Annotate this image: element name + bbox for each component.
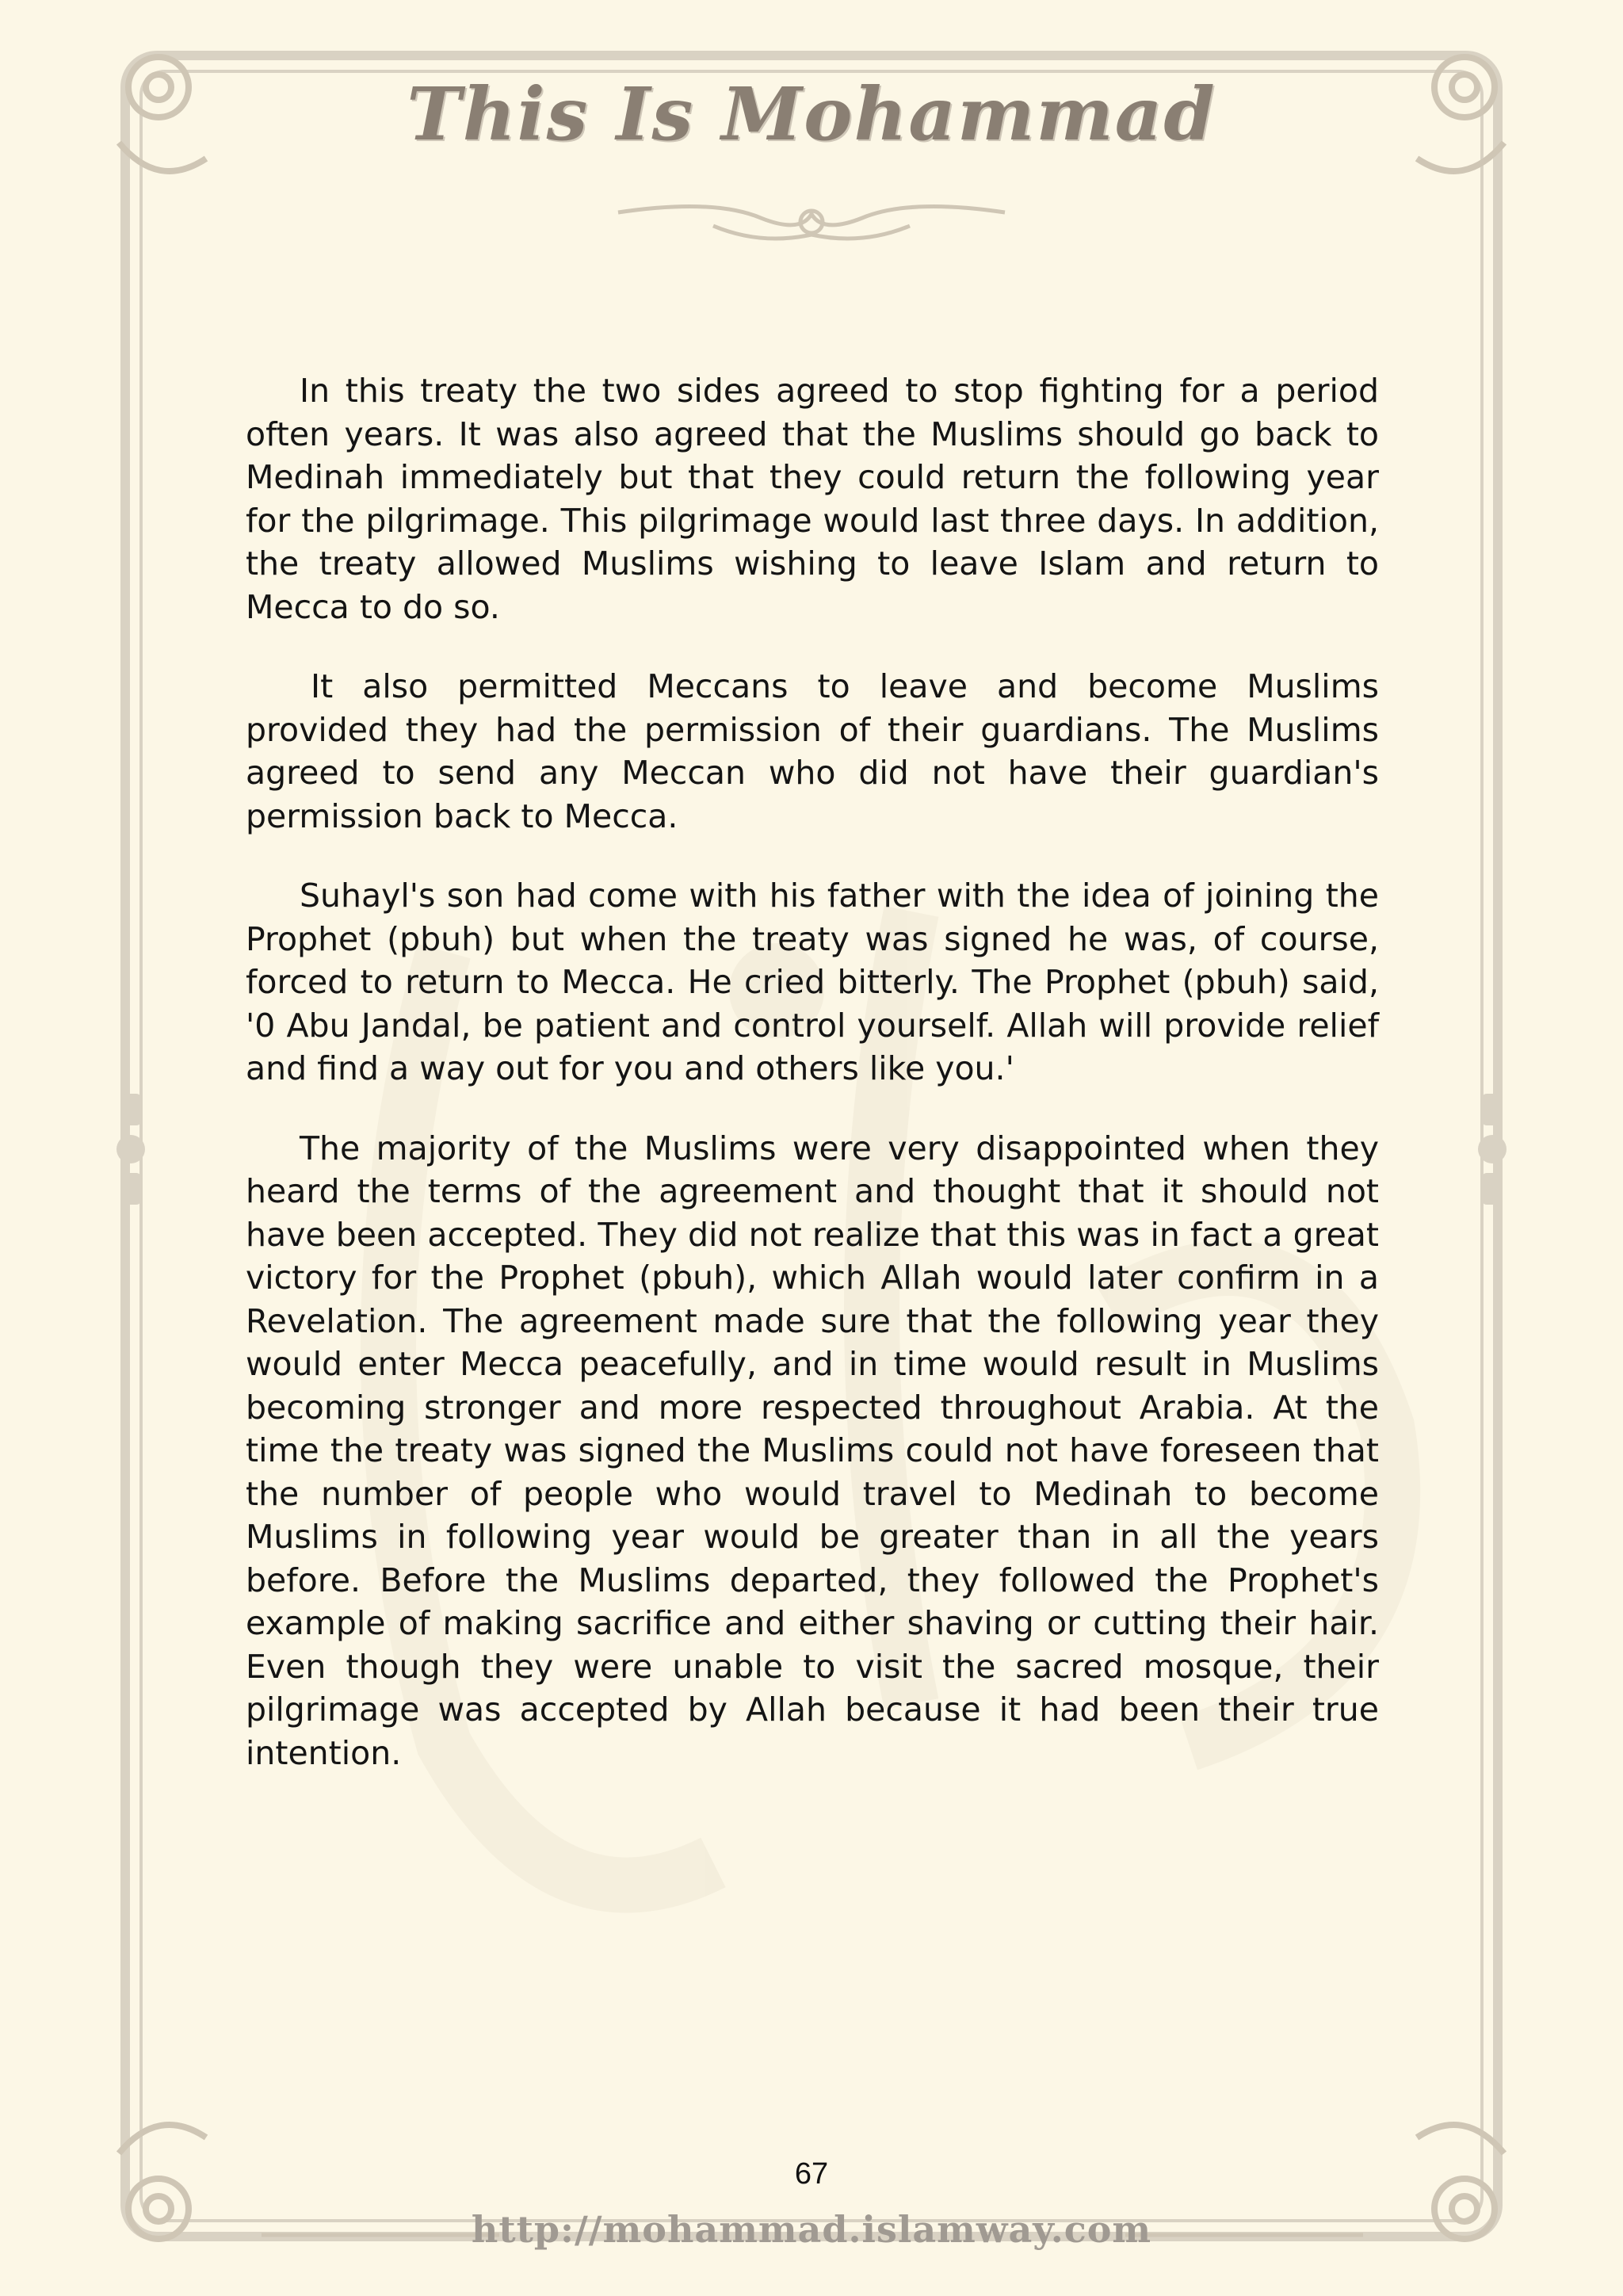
page-number: 67 bbox=[794, 2157, 829, 2191]
paragraph-4: The majority of the Muslims were very disappointed when they heard the terms of the agreement and thought that it should not have been accepted. They did not realize that this was in fact a great victory for the Prophet (pbuh), which Allah would later confirm in a Revelation. The agreement made sure that the following year they would enter Mecca peacefully, and in time would result in Muslims becoming stronger and more respected throughout Arabia. At the time the treaty was signed the Muslims could not have foreseen that the number of people who would travel to Medinah to become Muslims in following year would be greater than in all the years before. Before the Muslims departed, they followed the Prophet's example of making sacrifice and either shaving or cutting their hair. Even though they were unable to visit the sacred mosque, their pilgrimage was accepted by Allah because it had been their true intention. bbox=[246, 1129, 1379, 1772]
side-ornament-right bbox=[1478, 1094, 1507, 1205]
paragraph-2: It also permitted Meccans to leave and become Muslims provided they had the permission of their guardians. The Muslims agreed to send any Meccan who did not have their guardian's permission back to Mecca. bbox=[246, 667, 1379, 835]
side-ornament-left bbox=[116, 1094, 145, 1205]
header-title: This Is Mohammad bbox=[407, 71, 1216, 157]
footer-url: http://mohammad.islamway.com bbox=[471, 2208, 1152, 2251]
paragraph-3: Suhayl's son had come with his father with the idea of joining the Prophet (pbuh) but when the treaty was signed he was, of course, forced to return to Mecca. He cried bitterly. The Prophet (pbuh) said, '0 Abu Jandal, be patient and control yourself. Allah will provide relief and find a way out for you and others like you.' bbox=[246, 877, 1379, 1087]
title-flourish bbox=[618, 206, 1005, 239]
article-body bbox=[246, 369, 1379, 1811]
paragraph-1: In this treaty the two sides agreed to stop fighting for a period often years. It was also agreed that the Muslims should go back to Medinah immediately but that they could return the following year for the pilgrimage. This pilgrimage would last three days. In addition, the treaty allowed Muslims wishing to leave Islam and return to Mecca to do so. bbox=[246, 372, 1379, 626]
